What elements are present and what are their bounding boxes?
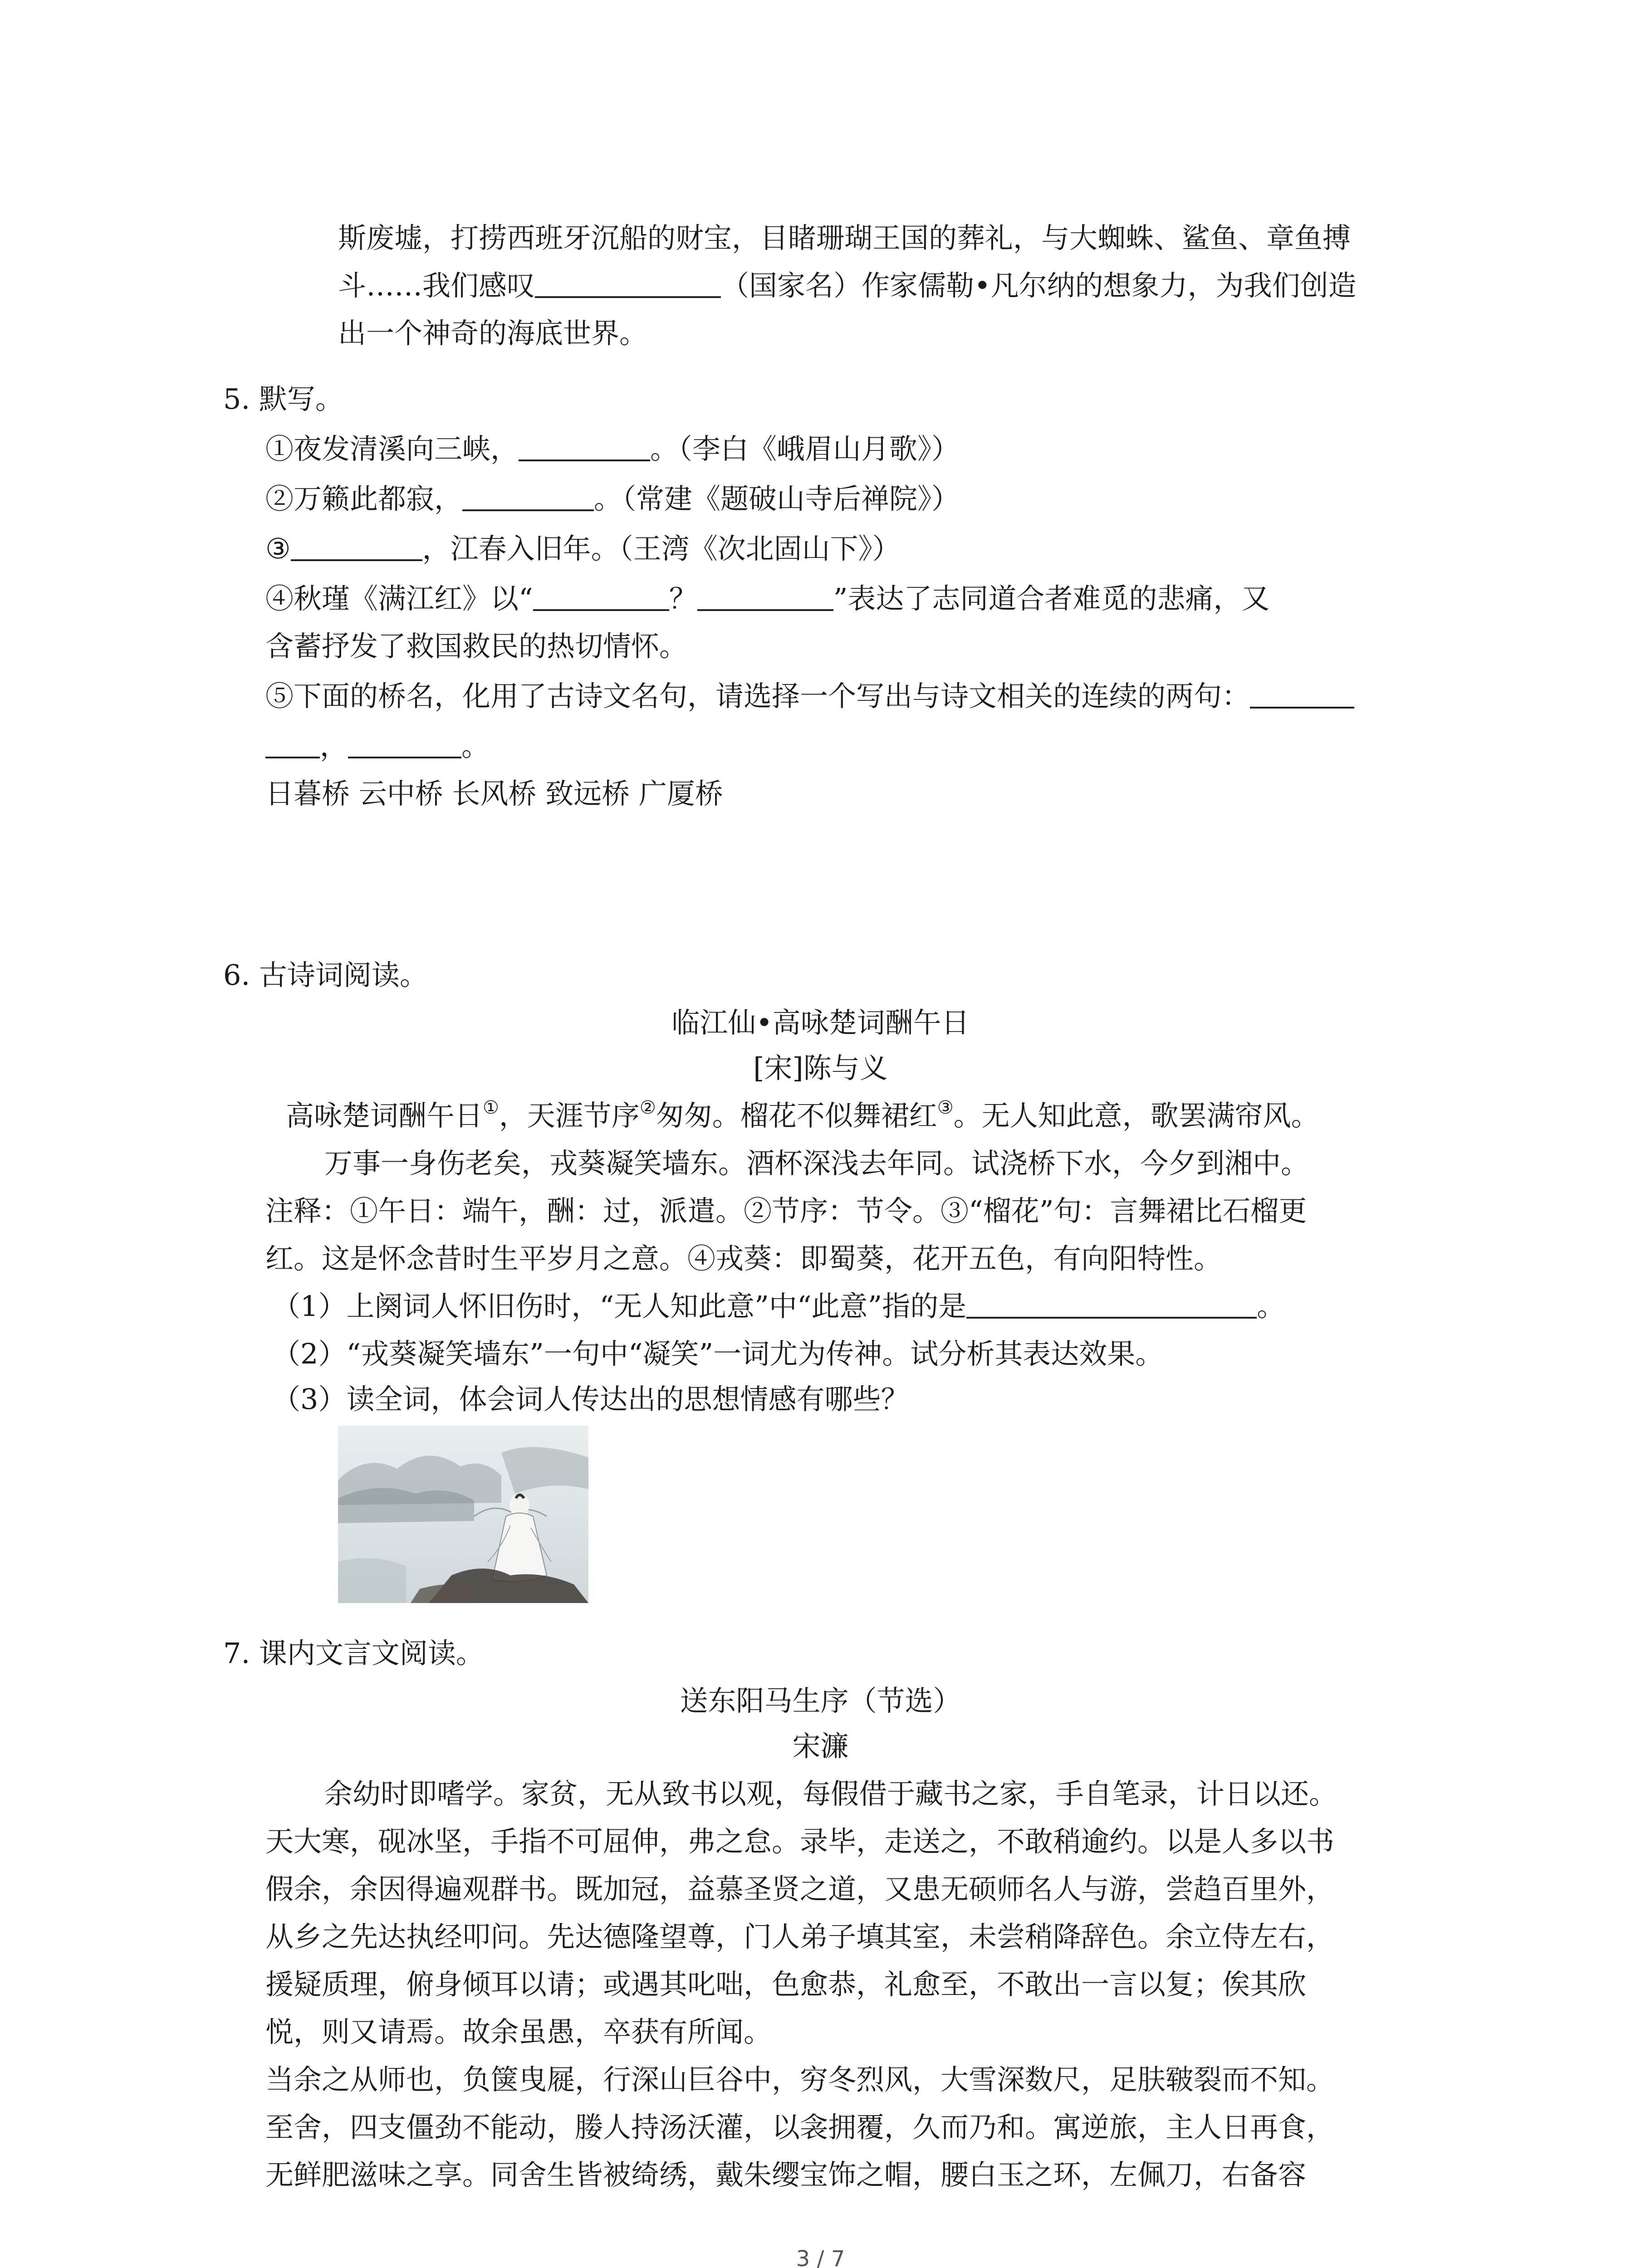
answer-blank[interactable] [519,430,650,461]
passage-line [338,265,1357,306]
poem-line-1 [286,1095,1319,1136]
essay-author: 宋濂 [792,1730,849,1763]
text-span: ， [320,729,348,763]
text-span: 斗……我们感叹 [338,269,535,302]
essay-line: 假余，余因得遍观群书。既加冠，益慕圣贤之道，又患无硕师名人与游，尝趋百里外， [265,1872,1335,1906]
footnote-marker: ① [483,1097,499,1118]
text-span: ②万籁此都寂， [265,482,463,515]
question-5-title: 5. 默写。 [223,382,343,415]
poet-illustration [338,1426,588,1603]
essay-line: 援疑质理，俯身倾耳以请；或遇其叱咄，色愈恭，礼愈至，不敢出一言以复；俟其欣 [265,1968,1307,2001]
page-number: 3 / 7 [796,2246,845,2268]
essay-line: 天大寒，砚冰坚，手指不可屈伸，弗之怠。录毕，走送之，不敢稍逾约。以是人多以书 [265,1825,1335,1858]
essay-title: 送东阳马生序（节选） [680,1684,961,1717]
essay-line: 从乡之先达执经叩问。先达德隆望尊，门人弟子填其室，未尝稍降辞色。余立侍左右， [265,1920,1335,1953]
poem-notes-cont: 红。这是怀念昔时生平岁月之意。④戎葵：即蜀葵，花开五色，有向阳特性。 [265,1242,1222,1275]
text-span: ，天涯节序 [499,1099,640,1132]
text-span: ，江春入旧年。（王湾《次北固山下》） [422,532,901,565]
dictation-item-1 [265,429,960,469]
passage-line: 出一个神奇的海底世界。 [338,317,648,350]
text-span: ⑤下面的桥名，化用了古诗文名句，请选择一个写出与诗文相关的连续的两句： [265,679,1250,713]
dictation-item-5-cont [265,726,490,767]
answer-blank[interactable] [291,530,422,561]
poem-title: 临江仙•高咏楚词酬午日 [671,1006,970,1039]
text-span: ？ [669,582,697,615]
text-span: ④秋瑾《满江红》以“ [265,582,533,615]
dictation-item-2 [265,479,960,519]
text-span: （国家名）作家儒勒•凡尔纳的想象力，为我们创造 [721,269,1357,302]
answer-blank[interactable] [1250,678,1354,709]
text-span: 。（李白《峨眉山月歌》） [650,432,960,465]
essay-line: 至舍，四支僵劲不能动，媵人持汤沃灌，以衾拥覆，久而乃和。寓逆旅，主人日再食， [265,2111,1335,2144]
question-6-title: 6. 古诗词阅读。 [223,958,428,992]
answer-blank[interactable] [265,728,320,758]
dictation-item-4-cont: 含蓄抒发了救国救民的热切情怀。 [265,630,688,663]
answer-blank[interactable] [697,580,833,611]
dictation-item-4 [265,578,1269,619]
bridge-names: 日暮桥 云中桥 长风桥 致远桥 广厦桥 [265,777,723,810]
text-span: ①夜发清溪向三峡， [265,432,519,465]
text-span: 高咏楚词酬午日 [286,1099,483,1132]
dictation-item-3 [265,528,901,569]
passage-line: 斯废墟，打捞西班牙沉船的财宝，目睹珊瑚王国的葬礼，与大蜘蛛、鲨鱼、章鱼搏 [338,221,1351,254]
answer-blank[interactable] [533,580,669,611]
footnote-marker: ③ [937,1097,954,1118]
sub-question-2: （2）“戎葵凝笑墙东”一句中“凝笑”一词尤为传神。试分析其表达效果。 [272,1337,1164,1370]
text-span: ”表达了志同道合者难觅的悲痛，又 [833,582,1270,615]
essay-line: 当余之从师也，负箧曳屣，行深山巨谷中，穷冬烈风，大雪深数尺，足肤皲裂而不知。 [265,2063,1335,2096]
essay-line: 无鲜肥滋味之享。同舍生皆被绮绣，戴朱缨宝饰之帽，腰白玉之环，左佩刀，右备容 [265,2158,1307,2191]
question-7-title: 7. 课内文言文阅读。 [223,1637,484,1670]
poem-notes: 注释：①午日：端午，酬：过，派遣。②节序：节令。③“榴花”句：言舞裙比石榴更 [265,1194,1307,1227]
answer-blank[interactable] [348,728,461,758]
sub-question-3: （3）读全词，体会词人传达出的思想情感有哪些？ [272,1383,909,1416]
text-span: 。 [1257,1290,1285,1323]
footnote-marker: ② [639,1097,656,1118]
answer-blank[interactable] [462,480,594,511]
essay-line: 余幼时即嗜学。家贫，无从致书以观，每假借于藏书之家，手自笔录，计日以还。 [324,1777,1337,1810]
answer-blank[interactable] [535,267,721,298]
text-span: 。 [461,729,490,763]
text-span: 。（常建《题破山寺后禅院》） [594,482,960,515]
sub-question-1 [272,1286,1285,1327]
text-span: （1）上阕词人怀旧伤时，“无人知此意”中“此意”指的是 [272,1290,967,1323]
text-span: 匆匆。榴花不似舞裙红 [656,1099,937,1132]
poem-author: [宋]陈与义 [753,1051,888,1085]
text-span: ③ [265,532,291,565]
poem-line-2: 万事一身伤老矣，戎葵凝笑墙东。酒杯深浅去年同。试浇桥下水，今夕到湘中。 [324,1147,1309,1180]
essay-line: 悦，则又请焉。故余虽愚，卒获有所闻。 [265,2015,772,2048]
dictation-item-5 [265,676,1354,717]
text-span: 。无人知此意，歌罢满帘风。 [953,1099,1319,1132]
answer-blank[interactable] [966,1288,1257,1319]
ink-painting-image [338,1426,588,1603]
